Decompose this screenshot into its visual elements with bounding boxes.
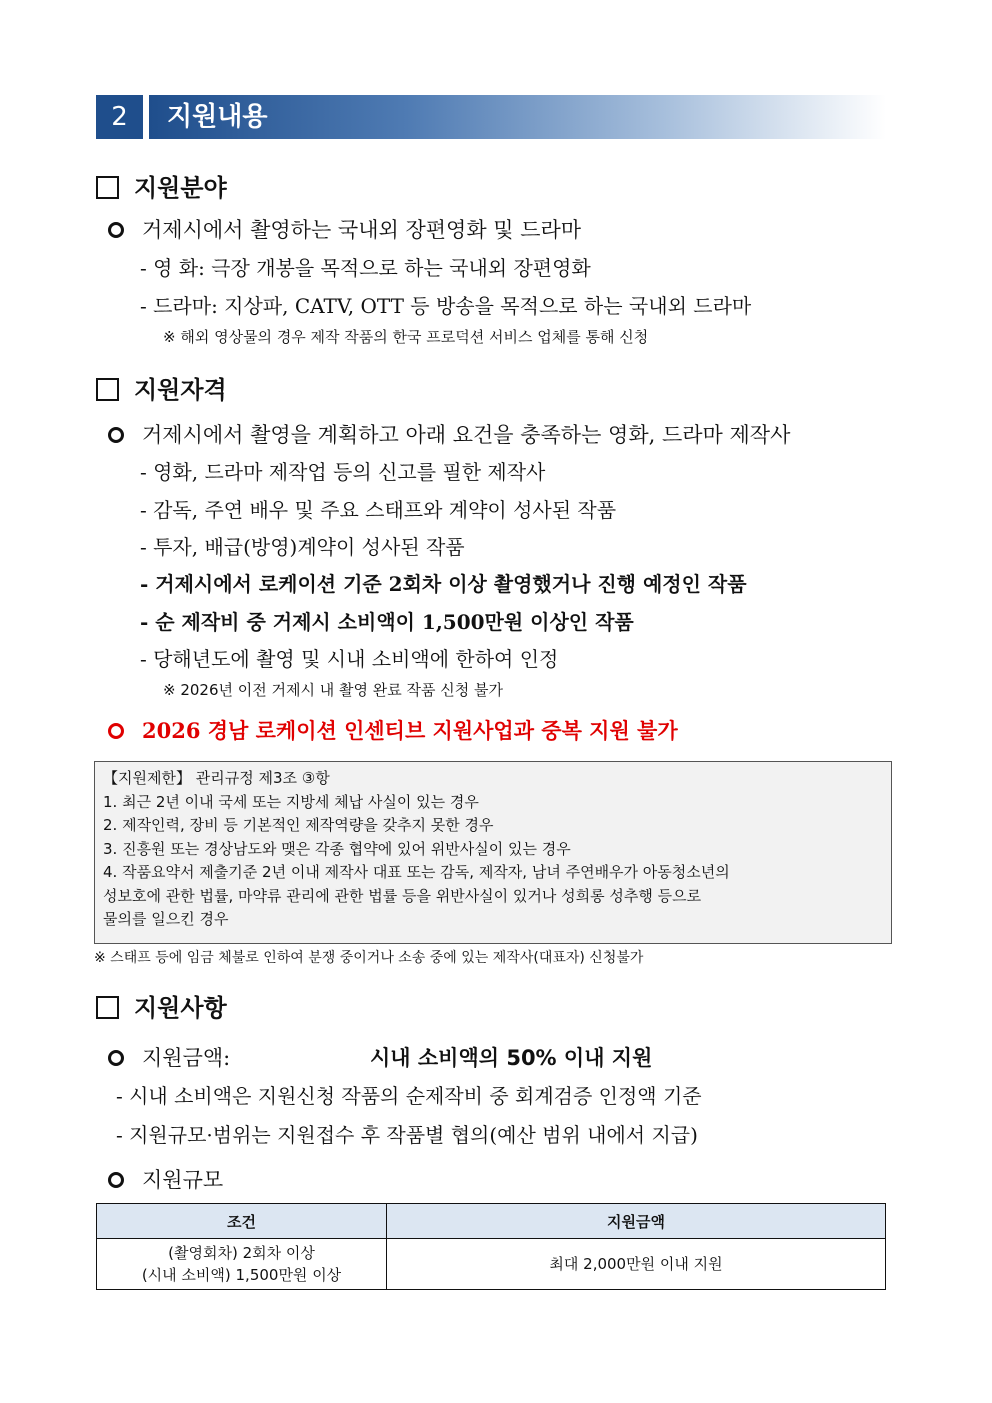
eligibility-item: - 거제시에서 로케이션 기준 2회차 이상 촬영했거나 진행 예정인 작품 <box>140 572 747 596</box>
circle-bullet-icon <box>108 1172 124 1188</box>
table-header-condition: 조건 <box>97 1204 387 1239</box>
restriction-footnote: ※ 스태프 등에 임금 체불로 인하여 분쟁 중이거나 소송 중에 있는 제작사(대표자) 신청불가 <box>94 950 644 966</box>
table-header-row <box>97 1204 886 1239</box>
support-heading-text: 지원사항 <box>134 994 227 1022</box>
table-header-amount: 지원금액 <box>387 1204 886 1239</box>
table-cell-amount: 최대 2,000만원 이내 지원 <box>387 1239 886 1290</box>
section-title-bar <box>149 95 886 139</box>
field-note: ※ 해외 영상물의 경우 제작 작품의 한국 프로덕션 서비스 업체를 통해 신청 <box>163 328 649 346</box>
condition-line: (촬영회차) 2회차 이상 <box>168 1244 315 1262</box>
duplicate-warning-text: 2026 경남 로케이션 인센티브 지원사업과 중복 지원 불가 <box>142 718 678 743</box>
support-amount-label: 지원금액: <box>142 1046 231 1070</box>
section-title: 지원내용 <box>167 102 268 132</box>
checkbox-square-icon <box>96 996 119 1019</box>
field-item-movie: - 영 화: 극장 개봉을 목적으로 하는 국내외 장편영화 <box>140 256 591 280</box>
restriction-line: 3. 진흥원 또는 경상남도와 맺은 각종 협약에 있어 위반사실이 있는 경우 <box>103 839 571 858</box>
support-amount-value: 시내 소비액의 50% 이내 지원 <box>370 1046 653 1070</box>
circle-bullet-icon <box>108 1050 124 1066</box>
restriction-line: 1. 최근 2년 이내 국세 또는 지방세 체납 사실이 있는 경우 <box>103 792 479 811</box>
eligibility-note: ※ 2026년 이전 거제시 내 촬영 완료 작품 신청 불가 <box>163 681 503 699</box>
field-item-drama: - 드라마: 지상파, CATV, OTT 등 방송을 목적으로 하는 국내외 드라마 <box>140 294 752 318</box>
circle-bullet-icon <box>108 723 124 739</box>
eligibility-item: - 투자, 배급(방영)계약이 성사된 작품 <box>140 535 465 559</box>
support-restriction-box <box>94 761 892 944</box>
support-item: - 시내 소비액은 지원신청 작품의 순제작비 중 회계검증 인정액 기준 <box>116 1084 702 1108</box>
section-number: 2 <box>96 95 143 139</box>
circle-bullet-icon <box>108 427 124 443</box>
eligibility-item: - 감독, 주연 배우 및 주요 스태프와 계약이 성사된 작품 <box>140 498 617 522</box>
eligibility-item: - 영화, 드라마 제작업 등의 신고를 필한 제작사 <box>140 460 546 484</box>
restriction-line: 4. 작품요약서 제출기준 2년 이내 제작사 대표 또는 감독, 제작자, 남녀 주연배우가 아동청소년의 <box>103 863 730 881</box>
eligibility-bullet-text: 거제시에서 촬영을 계획하고 아래 요건을 충족하는 영화, 드라마 제작사 <box>142 423 791 447</box>
checkbox-square-icon <box>96 378 119 401</box>
eligibility-item: - 순 제작비 중 거제시 소비액이 1,500만원 이상인 작품 <box>140 610 634 634</box>
section-banner <box>96 95 886 139</box>
restriction-line: 2. 제작인력, 장비 등 기본적인 제작역량을 갖추지 못한 경우 <box>103 816 494 834</box>
support-scale-label: 지원규모 <box>142 1168 224 1192</box>
eligibility-heading-text: 지원자격 <box>134 376 227 404</box>
table-row <box>97 1239 886 1290</box>
eligibility-item: - 당해년도에 촬영 및 시내 소비액에 한하여 인정 <box>140 647 559 671</box>
support-item: - 지원규모·범위는 지원접수 후 작품별 협의(예산 범위 내에서 지급) <box>116 1123 698 1147</box>
checkbox-square-icon <box>96 176 119 199</box>
support-scale-table <box>96 1203 886 1290</box>
field-heading-text: 지원분야 <box>134 174 227 202</box>
field-bullet-text: 거제시에서 촬영하는 국내외 장편영화 및 드라마 <box>142 218 582 242</box>
circle-bullet-icon <box>108 222 124 238</box>
condition-line: (시내 소비액) 1,500만원 이상 <box>141 1266 342 1284</box>
table-cell-condition <box>97 1239 387 1290</box>
restriction-line: 물의를 일으킨 경우 <box>103 910 229 928</box>
restriction-line: 【지원제한】 관리규정 제3조 ③항 <box>103 769 330 787</box>
restriction-line: 성보호에 관한 법률, 마약류 관리에 관한 법률 등을 위반사실이 있거나 성희롱 성추행 등으로 <box>103 886 702 905</box>
